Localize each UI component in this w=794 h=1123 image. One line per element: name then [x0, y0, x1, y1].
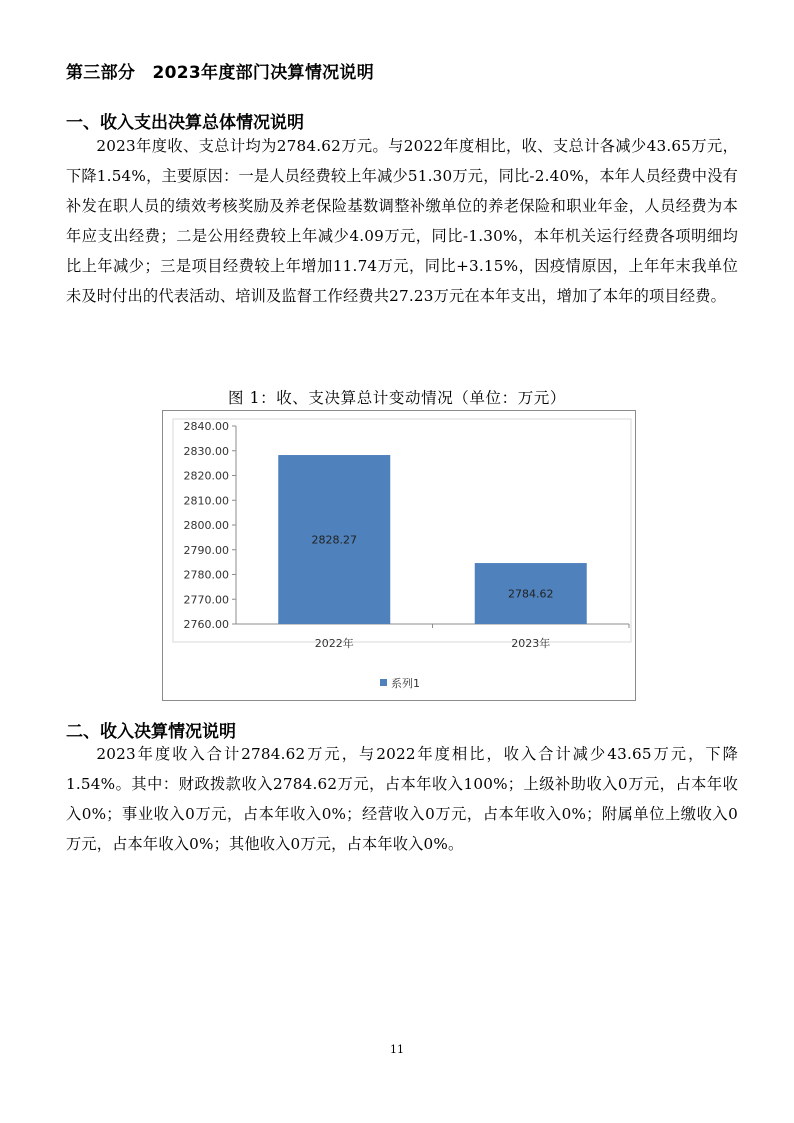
page-number: 11 [390, 1043, 404, 1056]
x-tick-label: 2023年 [511, 637, 551, 650]
legend-swatch [380, 679, 387, 686]
section-1-heading: 一、收入支出决算总体情况说明 [66, 113, 304, 133]
figure-1-caption: 图 1：收、支决算总计变动情况（单位：万元） [228, 389, 566, 407]
y-tick-label: 2760.00 [183, 618, 229, 631]
y-tick-label: 2800.00 [183, 519, 229, 532]
y-tick-label: 2770.00 [183, 593, 229, 607]
figure-1-chart [162, 410, 636, 701]
y-tick-label: 2840.00 [183, 420, 229, 433]
y-tick-label: 2820.00 [183, 469, 229, 483]
x-tick-label: 2022年 [314, 637, 354, 650]
legend-label: 系列1 [391, 677, 420, 690]
section-2-heading: 二、收入决算情况说明 [66, 722, 236, 742]
bar-chart [163, 411, 637, 702]
y-tick-label: 2790.00 [183, 543, 229, 557]
section-1-paragraph: 2023年度收、支总计均为2784.62万元。与2022年度相比，收、支总计各减少43.65万元，下降1.54%，主要原因：一是人员经费较上年减少51.30万元，同比-2.40%，本年人员经费中没有补发在职人员的绩效考核奖励及养老保险基数调整补缴单位的养老保险和职业年金，人员经费为本年应支出经费；二是公用经费较上年减少4.09万元，同比-1.30%，本年机关运行经费各项明细均比上年减少；三是项目经费较上年增加11.74万元，同比+3.15%，因疫情原因，上年年末我单位未及时付出的代表活动、培训及监督工作经费共27.23万元在本年支出，增加了本年的项目经费。 [66, 137, 738, 305]
bar-data-label: 2784.62 [508, 587, 554, 601]
y-tick-label: 2810.00 [183, 494, 229, 508]
section-2-paragraph: 2023年度收入合计2784.62万元，与2022年度相比，收入合计减少43.65万元，下降1.54%。其中：财政拨款收入2784.62万元，占本年收入100%；上级补助收入0万元，占本年收入0%；事业收入0万元，占本年收入0%；经营收入0万元，占本年收入0%；附属单位上缴收入0万元，占本年收入0%；其他收入0万元，占本年收入0%。 [66, 745, 738, 853]
y-tick-label: 2830.00 [183, 444, 229, 458]
bar-data-label: 2828.27 [311, 533, 357, 547]
part-title: 第三部分 2023年度部门决算情况说明 [66, 63, 375, 83]
y-tick-label: 2780.00 [183, 568, 229, 582]
